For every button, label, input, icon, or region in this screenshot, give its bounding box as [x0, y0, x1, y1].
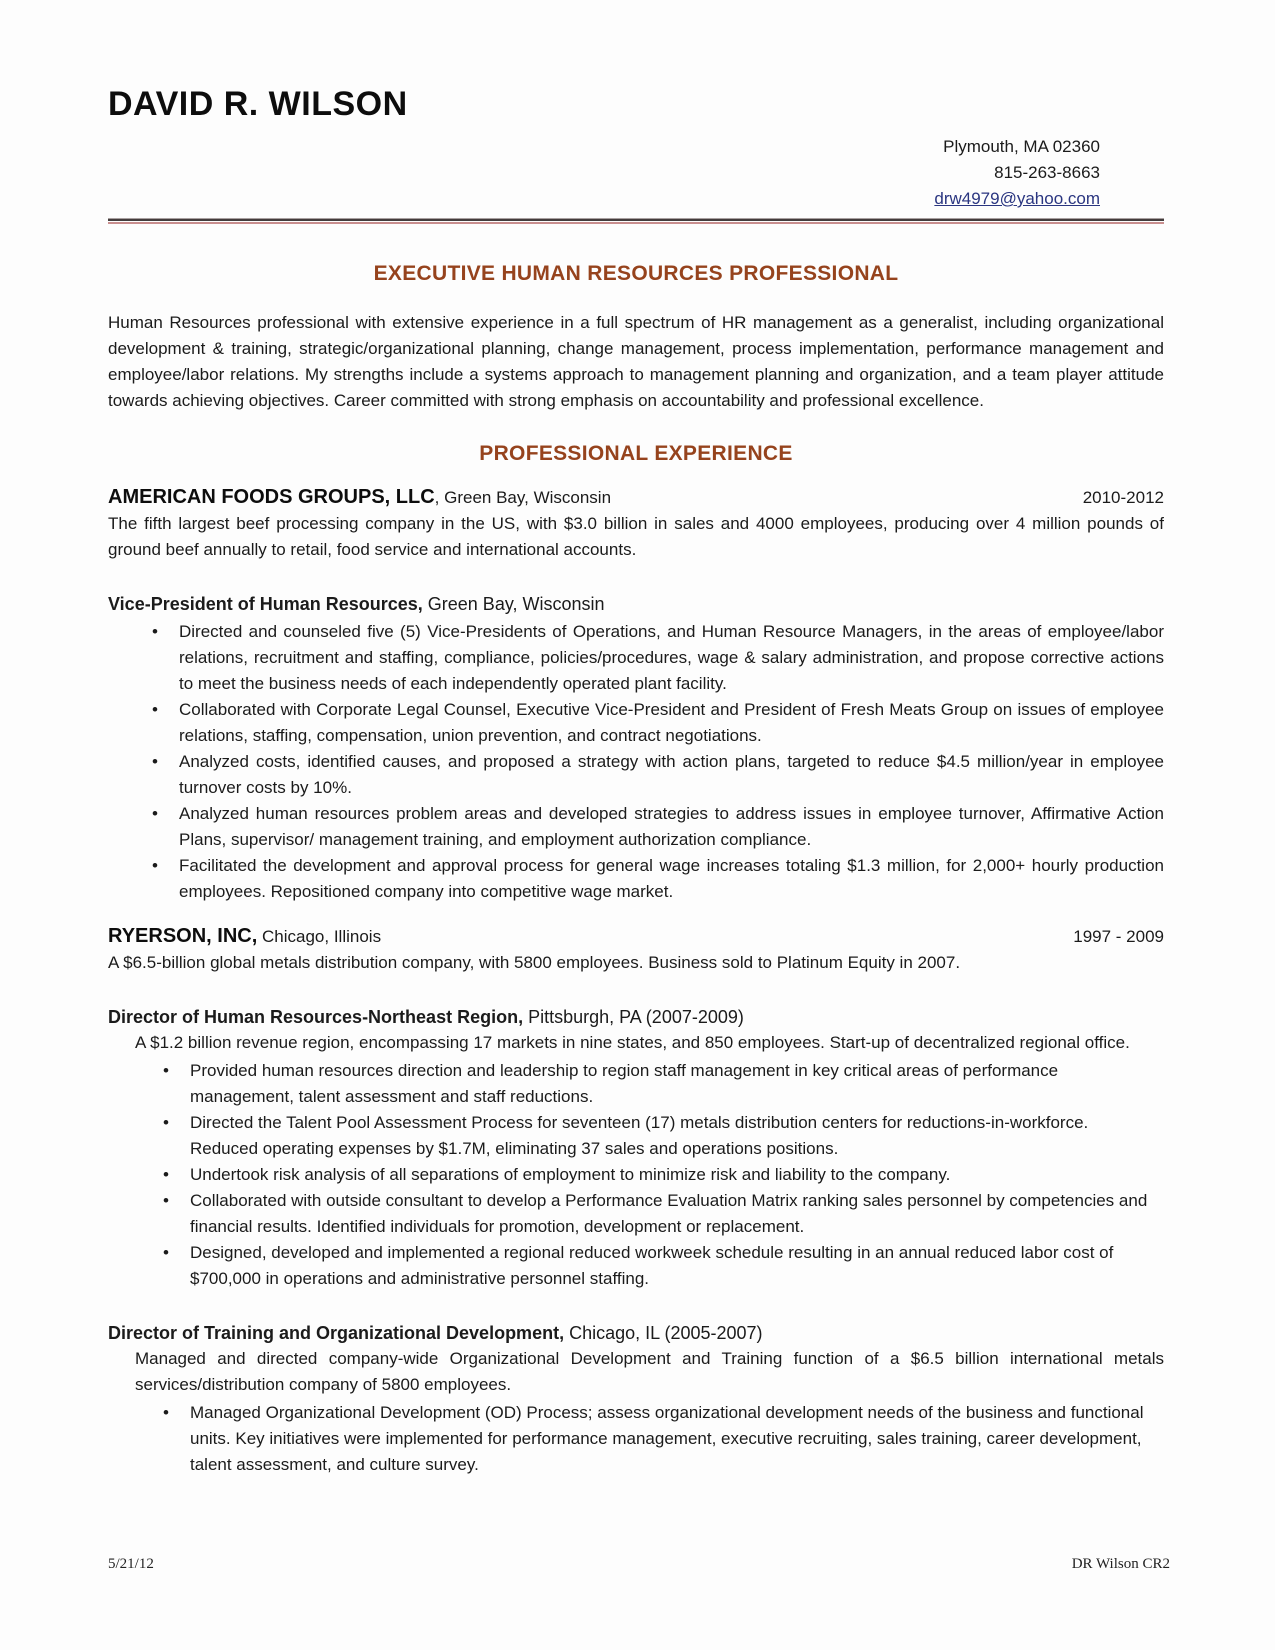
bullet-item: • Facilitated the development and approval process for general wage increases totaling $1.3 million, for 2,000+ hourly production employees. Repositioned company into competitive wage market. [179, 853, 1164, 905]
contact-phone: 815-263-8663 [994, 163, 1100, 182]
bullet-item: • Managed Organizational Development (OD) Process; assess organizational development needs of the business and functional units. Key initiatives were implemented for performance management, executive recruiting, sales training, career development, talent assessment, and culture survey. [190, 1400, 1164, 1478]
role-location: Pittsburgh, PA (2007-2009) [523, 1007, 744, 1027]
resume-headline: EXECUTIVE HUMAN RESOURCES PROFESSIONAL [373, 262, 899, 285]
bullet-item: • Provided human resources direction and leadership to region staff management in key critical areas of performance management, talent assessment and staff reductions. [190, 1058, 1164, 1110]
bullet-item: • Undertook risk analysis of all separations of employment to minimize risk and liability to the company. [190, 1162, 1164, 1188]
bullet-item: • Designed, developed and implemented a regional reduced workweek schedule resulting in an annual reduced labor cost of $700,000 in operations and administrative personnel staffing. [190, 1240, 1164, 1292]
company-header [108, 486, 1164, 509]
company-description: The fifth largest beef processing company in the US, with $3.0 billion in sales and 4000 employees, producing over 4 million pounds of ground beef annually to retail, food service and international accounts. [108, 514, 1164, 559]
footer-date: 5/21/12 [108, 1556, 154, 1572]
bullet-item: • Directed the Talent Pool Assessment Process for seventeen (17) metals distribution centers for reductions-in-workforce. Reduced operating expenses by $1.7M, eliminating 37 sales and operations positions. [190, 1110, 1164, 1162]
role-bullet-list [108, 1400, 1164, 1478]
role-name: Director of Human Resources-Northeast Region, [108, 1007, 524, 1027]
summary-paragraph: Human Resources professional with extensive experience in a full spectrum of HR management as a generalist, including organizational development & training, strategic/organizational planning, change management, process implementation, performance management and employee/labor relations. My strengths include a systems approach to management planning and organization, and a team player attitude towards achieving objectives. Career committed with strong emphasis on accountability and professional excellence. [108, 313, 1164, 410]
company-description: A $6.5-billion global metals distribution company, with 5800 employees. Business sold to Platinum Equity in 2007. [108, 953, 961, 972]
company-title-line [108, 925, 381, 948]
contact-city: Plymouth, MA 02360 [943, 137, 1100, 156]
bullet-item: • Analyzed human resources problem areas and developed strategies to address issues in employee turnover, Affirmative Action Plans, supervisor/ management training, and employment authorization compliance. [179, 801, 1164, 853]
bullet-item: • Collaborated with Corporate Legal Counsel, Executive Vice-President and President of Fresh Meats Group on issues of employee relations, staffing, compensation, union prevention, and contract negotiations. [179, 697, 1164, 749]
email-link[interactable]: drw4979@yahoo.com [934, 189, 1100, 208]
resume-content [108, 0, 1164, 1478]
bullet-item: • Collaborated with outside consultant to develop a Performance Evaluation Matrix ranking sales personnel by competencies and financial results. Identified individuals for promotion, development or replacement. [190, 1188, 1164, 1240]
header-divider [108, 218, 1164, 224]
person-name: DAVID R. WILSON [108, 85, 408, 123]
company-location: Chicago, Illinois [257, 927, 382, 946]
bullet-item: • Analyzed costs, identified causes, and proposed a strategy with action plans, targeted to reduce $4.5 million/year in employee turnover costs by 10%. [179, 749, 1164, 801]
bullet-item: • Directed and counseled five (5) Vice-Presidents of Operations, and Human Resource Managers, in the areas of employee/labor relations, recruitment and staffing, compliance, policies/procedures, wage & salary administration, and propose corrective actions to meet the business needs of each independently operated plant facility. [179, 619, 1164, 697]
company-header [108, 925, 1164, 948]
company-title-line [108, 486, 611, 509]
role-intro: A $1.2 billion revenue region, encompassing 17 markets in nine states, and 850 employees. Start-up of decentralized regional office. [135, 1033, 1130, 1052]
role-name: Director of Training and Organizational Development, [108, 1323, 565, 1343]
company-name: RYERSON, INC, [108, 925, 258, 947]
company-location: , Green Bay, Wisconsin [434, 488, 612, 507]
role-name: Vice-President of Human Resources, [108, 594, 423, 614]
role-location: Green Bay, Wisconsin [422, 594, 605, 614]
role-title [108, 591, 1164, 617]
role-intro: Managed and directed company-wide Organizational Development and Training function of a $6.5 billion international metals services/distribution company of 5800 employees. [135, 1349, 1164, 1394]
footer-doc-id: DR Wilson CR2 [1071, 1556, 1170, 1572]
contact-block [108, 134, 1164, 212]
section-heading-experience: PROFESSIONAL EXPERIENCE [479, 442, 793, 465]
role-location: Chicago, IL (2005-2007) [564, 1323, 763, 1343]
page-footer [108, 1556, 1170, 1573]
company-dates: 2010-2012 [1082, 488, 1164, 507]
company-dates: 1997 - 2009 [1073, 927, 1164, 946]
role-title [108, 1004, 1164, 1030]
role-bullet-list [108, 1058, 1164, 1292]
role-title [108, 1320, 1164, 1346]
company-name: AMERICAN FOODS GROUPS, LLC [108, 486, 435, 508]
role-bullet-list [108, 619, 1164, 905]
